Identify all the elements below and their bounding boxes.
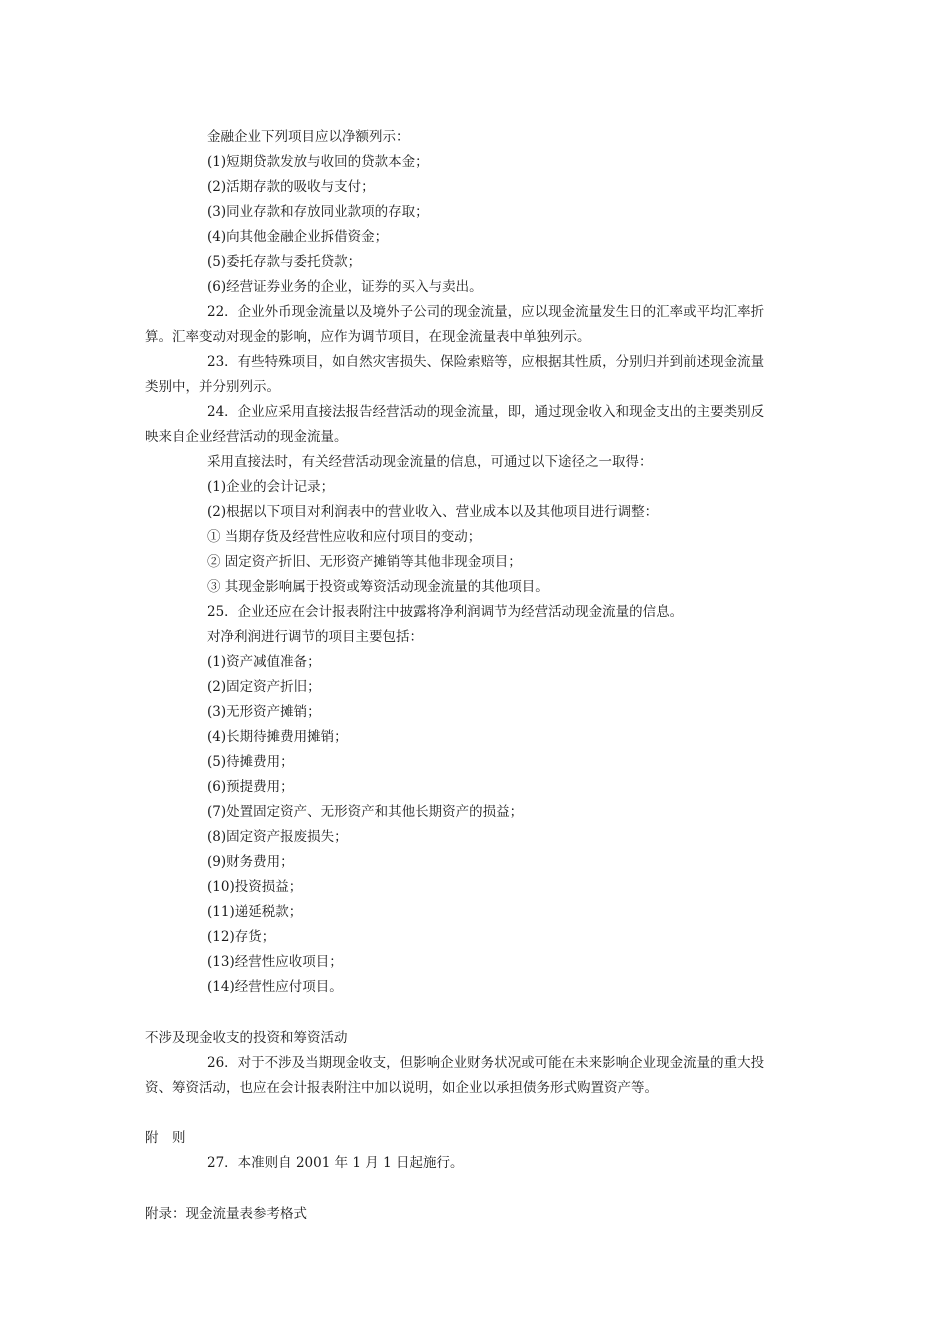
list-item: (6)经营证券业务的企业，证券的买入与卖出。 [207,279,483,295]
paragraph-22-line-2: 算。汇率变动对现金的影响，应作为调节项目，在现金流量表中单独列示。 [145,329,591,345]
paragraph-24-line-2: 映来自企业经营活动的现金流量。 [145,429,348,445]
paragraph-27: 27．本准则自 2001 年 1 月 1 日起施行。 [207,1155,464,1171]
list-item: (1)短期贷款发放与收回的贷款本金； [207,154,429,170]
paragraph-26-line-1: 26．对于不涉及当期现金收支，但影响企业财务状况或可能在未来影响企业现金流量的重大投 [207,1055,765,1071]
list-item: ② 固定资产折旧、无形资产摊销等其他非现金项目； [207,554,522,570]
list-item: (2)固定资产折旧； [207,679,321,695]
list-item: ① 当期存货及经营性应收和应付项目的变动； [207,529,482,545]
list-item: (1)企业的会计记录； [207,479,335,495]
paragraph-24-line-1: 24．企业应采用直接法报告经营活动的现金流量，即，通过现金收入和现金支出的主要类别反 [207,404,765,420]
list-item: (13)经营性应收项目； [207,954,343,970]
list-item: (5)委托存款与委托贷款； [207,254,362,270]
list-item: (10)投资损益； [207,879,303,895]
list-item: (4)长期待摊费用摊销； [207,729,348,745]
list-item: (5)待摊费用； [207,754,294,770]
paragraph-26-line-2: 资、筹资活动，也应在会计报表附注中加以说明，如企业以承担债务形式购置资产等。 [145,1080,658,1096]
paragraph-25: 25．企业还应在会计报表附注中披露将净利润调节为经营活动现金流量的信息。 [207,604,684,620]
list-item: (8)固定资产报废损失； [207,829,348,845]
paragraph-22-line-1: 22．企业外币现金流量以及境外子公司的现金流量，应以现金流量发生日的汇率或平均汇率折 [207,304,765,320]
list-item: (1)资产减值准备； [207,654,321,670]
text-line: 金融企业下列项目应以净额列示： [207,129,410,145]
appendix-heading: 附录：现金流量表参考格式 [145,1206,307,1222]
list-item: (9)财务费用； [207,854,294,870]
list-item: (3)同业存款和存放同业款项的存取； [207,204,429,220]
list-item: (2)根据以下项目对利润表中的营业收入、营业成本以及其他项目进行调整： [207,504,659,520]
list-item: (2)活期存款的吸收与支付； [207,179,375,195]
list-item: ③ 其现金影响属于投资或筹资活动现金流量的其他项目。 [207,579,549,595]
list-item: (6)预提费用； [207,779,294,795]
paragraph-23-line-1: 23．有些特殊项目，如自然灾害损失、保险索赔等，应根据其性质，分别归并到前述现金流量 [207,354,765,370]
list-item: (7)处置固定资产、无形资产和其他长期资产的损益； [207,804,524,820]
paragraph-23-line-2: 类别中，并分别列示。 [145,379,280,395]
list-item: (11)递延税款； [207,904,303,920]
section-heading: 附 则 [145,1130,186,1146]
section-heading: 不涉及现金收支的投资和筹资活动 [145,1030,348,1046]
list-item: (3)无形资产摊销； [207,704,321,720]
text-line: 对净利润进行调节的项目主要包括： [207,629,423,645]
list-item: (4)向其他金融企业拆借资金； [207,229,389,245]
list-item: (12)存货； [207,929,276,945]
text-line: 采用直接法时，有关经营活动现金流量的信息，可通过以下途径之一取得： [207,454,653,470]
list-item: (14)经营性应付项目。 [207,979,343,995]
